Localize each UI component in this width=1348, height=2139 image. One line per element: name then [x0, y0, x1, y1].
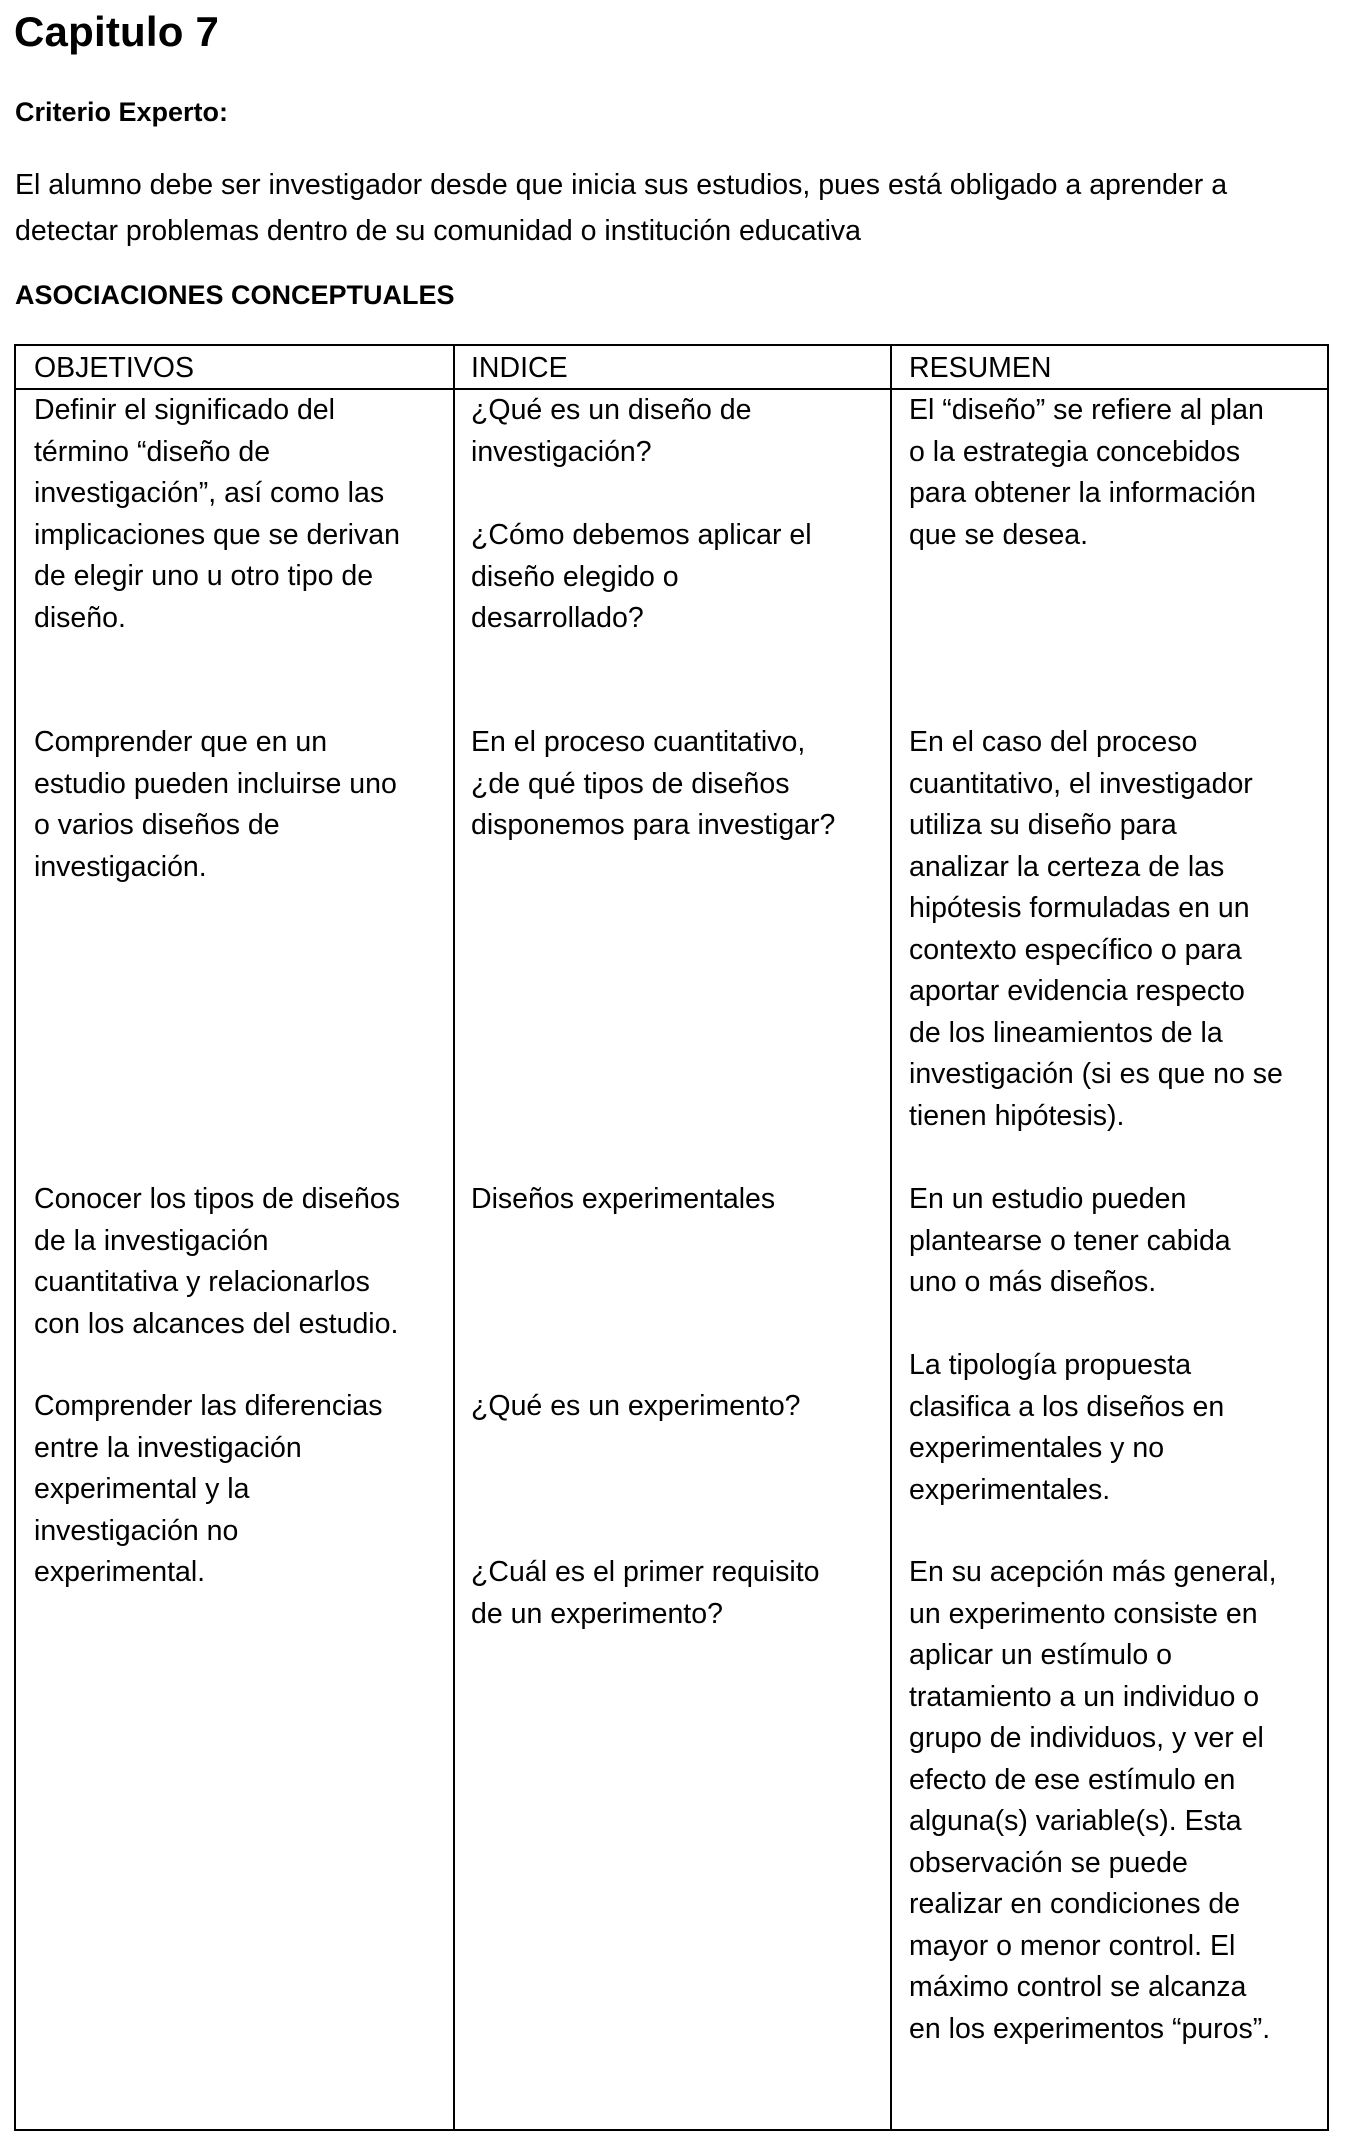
indice-2: ¿Cómo debemos aplicar el diseño elegido o desarrollado?	[471, 519, 812, 634]
column-divider	[890, 346, 892, 2129]
header-resumen: RESUMEN	[909, 352, 1052, 384]
resumen-1: El “diseño” se refiere al plan o la estrategia concebidos para obtener la información que se desea.	[909, 394, 1264, 551]
section-heading: ASOCIACIONES CONCEPTUALES	[15, 280, 455, 310]
resumen-2: En el caso del proceso cuantitativo, el investigador utiliza su diseño para analizar la certeza de las hipótesis formuladas en un contexto específico o para aportar evidencia respecto de los lineamientos de la investigación (si es que no se tienen hipótesis).	[909, 726, 1283, 1132]
objetivo-3: Conocer los tipos de diseños de la investigación cuantitativa y relacionarlos con los alcances del estudio.	[34, 1183, 400, 1340]
indice-5: ¿Qué es un experimento?	[471, 1390, 801, 1422]
objetivo-2: Comprender que en un estudio pueden incluirse uno o varios diseños de investigación.	[34, 726, 397, 883]
criterio-label: Criterio Experto:	[15, 97, 229, 127]
indice-6: ¿Cuál es el primer requisito de un experimento?	[471, 1556, 820, 1630]
column-divider	[453, 346, 455, 2129]
conceptual-associations-table	[14, 344, 1329, 2131]
chapter-title: Capitulo 7	[14, 8, 220, 55]
resumen-4: La tipología propuesta clasifica a los diseños en experimentales y no experimentales.	[909, 1349, 1225, 1506]
objetivo-1: Definir el significado del término “diseño de investigación”, así como las implicaciones que se derivan de elegir uno u otro tipo de diseño.	[34, 394, 400, 634]
header-indice: INDICE	[471, 352, 568, 384]
criterio-paragraph: El alumno debe ser investigador desde que inicia sus estudios, pues está obligado a aprender a detectar problemas dentro de su comunidad o institución educativa	[15, 169, 1228, 247]
objetivo-4: Comprender las diferencias entre la investigación experimental y la investigación no experimental.	[34, 1390, 383, 1588]
resumen-5: En su acepción más general, un experimento consiste en aplicar un estímulo o tratamiento a un individuo o grupo de individuos, y ver el efecto de ese estímulo en alguna(s) variable(s). Esta observación se puede realizar en condiciones de mayor o menor control. El máximo control se alcanza en los experimentos “puros”.	[909, 1556, 1277, 2045]
indice-4: Diseños experimentales	[471, 1183, 776, 1215]
indice-1: ¿Qué es un diseño de investigación?	[471, 394, 752, 468]
resumen-3: En un estudio pueden plantearse o tener cabida uno o más diseños.	[909, 1183, 1231, 1298]
indice-3: En el proceso cuantitativo, ¿de qué tipos de diseños disponemos para investigar?	[471, 726, 836, 841]
header-objetivos: OBJETIVOS	[34, 352, 194, 384]
